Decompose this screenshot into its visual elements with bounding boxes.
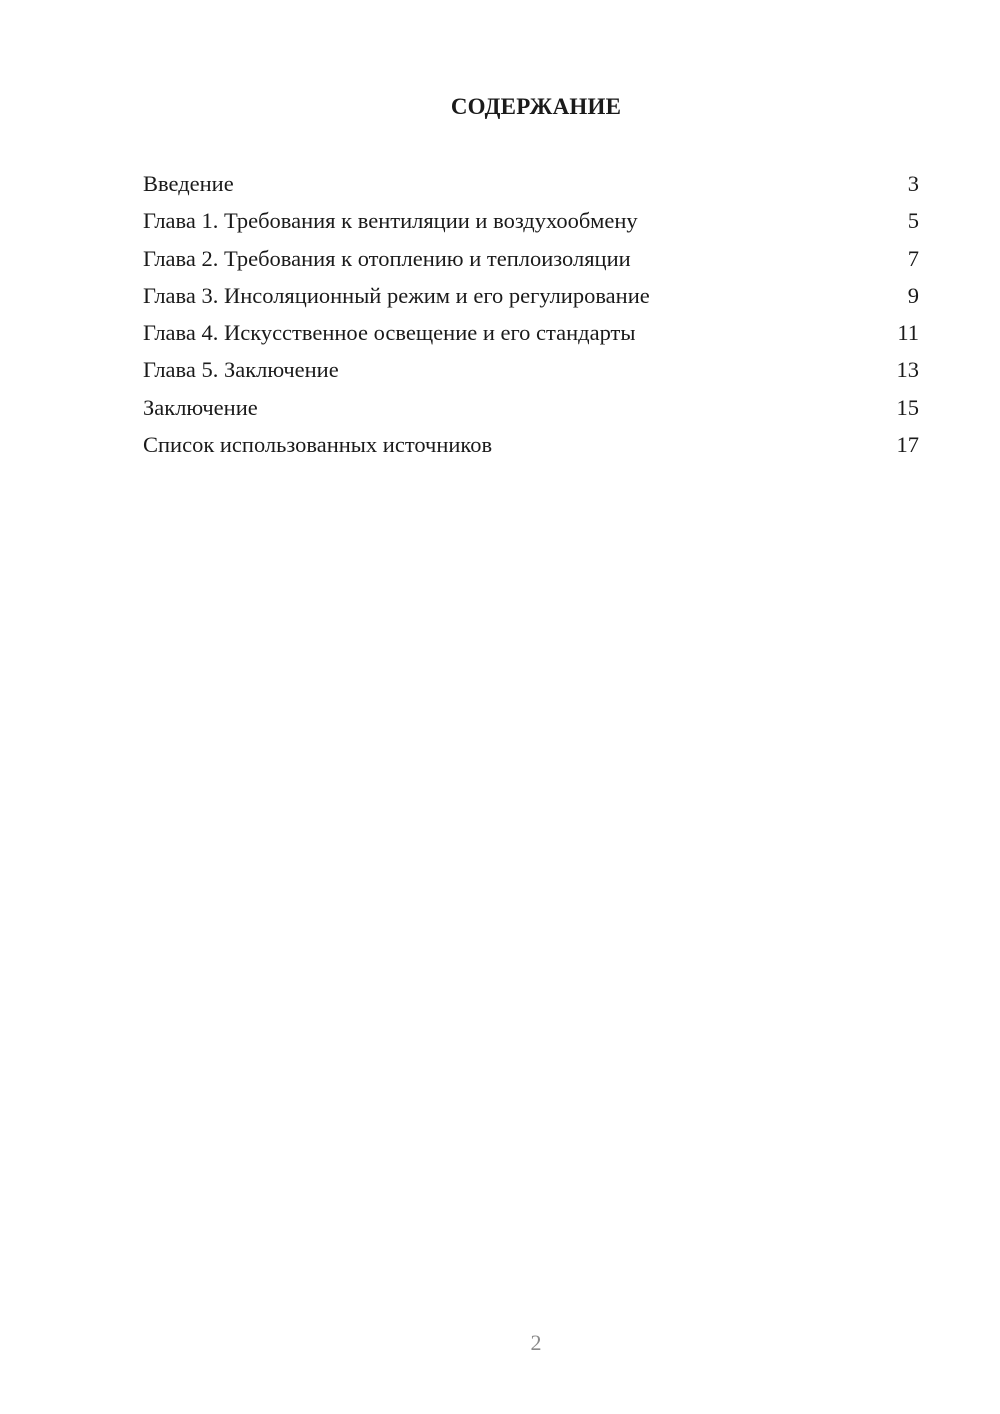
page-number: 2 — [530, 1330, 542, 1355]
toc-entry-page: 17 — [896, 432, 919, 458]
toc-entry-page: 5 — [907, 208, 919, 234]
toc-entry-chapter-3[interactable] — [143, 281, 919, 318]
toc-entry-label: Заключение — [143, 394, 258, 420]
toc-entry-page: 3 — [907, 171, 919, 196]
toc-entry-page: 7 — [907, 245, 919, 271]
toc-entry-page: 11 — [897, 320, 919, 346]
toc-entry-conclusion[interactable] — [143, 393, 919, 430]
toc-entry-introduction[interactable] — [143, 169, 919, 206]
toc-entry-label: Введение — [143, 171, 234, 196]
toc-entry-references[interactable] — [143, 430, 919, 467]
toc-entry-label: Глава 4. Искусственное освещение и его стандарты — [143, 320, 636, 346]
table-of-contents — [143, 169, 919, 467]
toc-entry-label: Глава 3. Инсоляционный режим и его регулирование — [143, 282, 650, 308]
toc-entry-label: Список использованных источников — [143, 432, 493, 458]
toc-entry-label: Глава 2. Требования к отоплению и теплоизоляции — [143, 245, 631, 271]
toc-entry-page: 15 — [896, 394, 919, 420]
toc-entry-chapter-1[interactable] — [143, 206, 919, 243]
toc-entry-label: Глава 5. Заключение — [143, 357, 339, 383]
toc-entry-chapter-2[interactable] — [143, 244, 919, 281]
toc-entry-page: 9 — [907, 282, 919, 308]
toc-entry-page: 13 — [896, 357, 919, 383]
toc-title: СОДЕРЖАНИЕ — [450, 94, 622, 119]
toc-entry-label: Глава 1. Требования к вентиляции и воздухообмену — [143, 208, 638, 234]
toc-entry-chapter-5[interactable] — [143, 355, 919, 392]
toc-entry-chapter-4[interactable] — [143, 318, 919, 355]
